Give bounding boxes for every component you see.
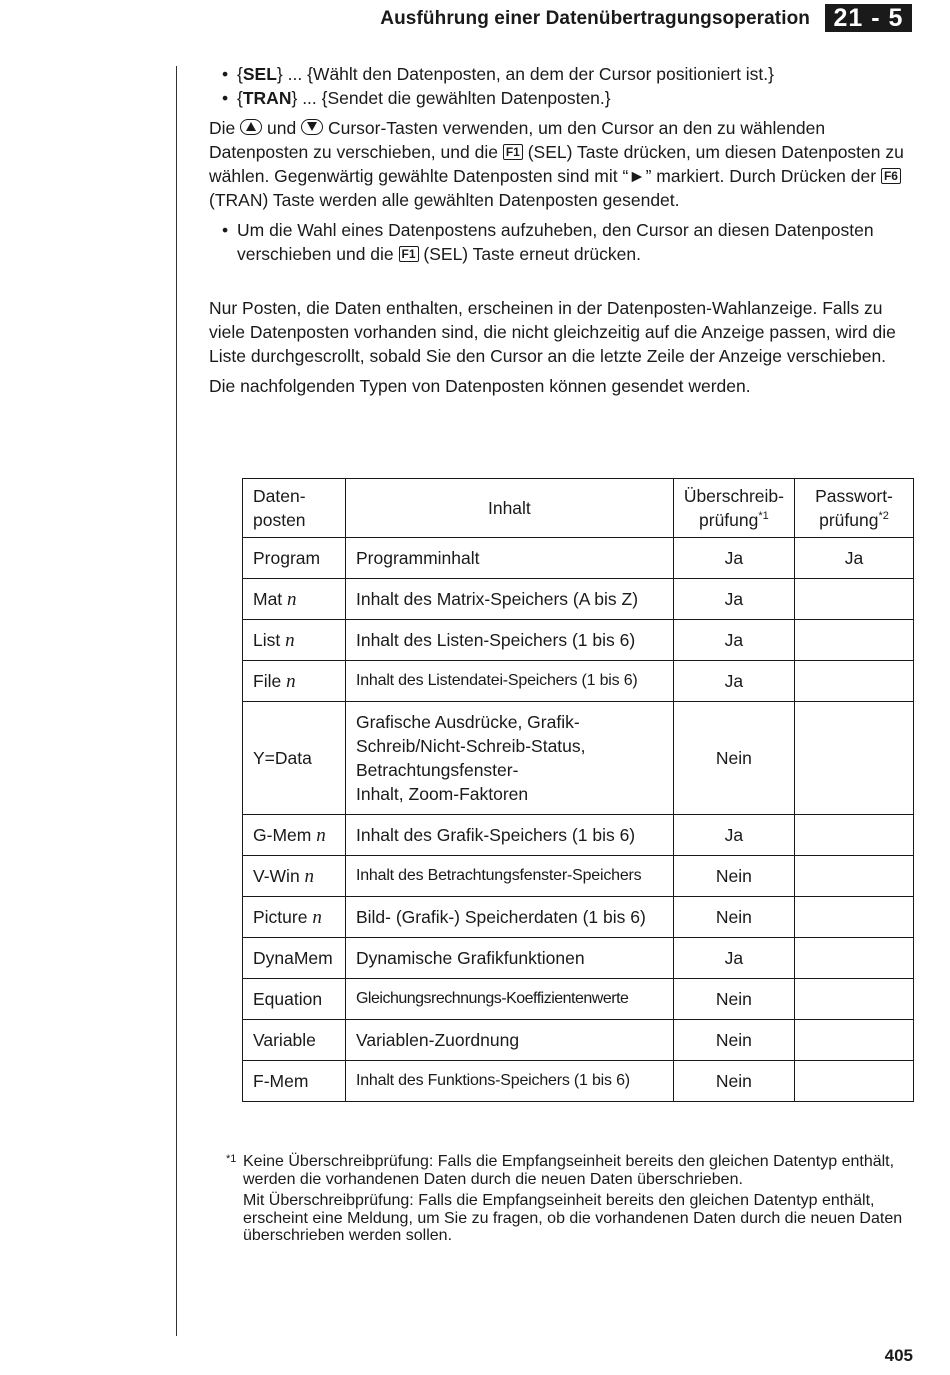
sel-description: ... {Wählt den Datenposten, an dem der Cursor positioniert ist.} <box>282 64 774 84</box>
table-row <box>243 1020 914 1061</box>
overwrite-cell: Ja <box>673 661 794 702</box>
password-cell <box>795 897 914 938</box>
header-content: Inhalt <box>345 479 673 538</box>
overwrite-cell: Nein <box>673 856 794 897</box>
footnote-text: Keine Überschreibprüfung: Falls die Empfangseinheit bereits den gleichen Datentyp enthält, werden die vorhandenen Daten durch die neuen Daten überschrieben. <box>243 1153 895 1188</box>
page-header-title: Ausführung einer Datenübertragungsoperation <box>380 8 810 29</box>
footnote-1 <box>226 1153 916 1245</box>
content-cell: Inhalt des Betrachtungsfenster-Speichers <box>345 856 673 897</box>
content-cell: Inhalt des Funktions-Speichers (1 bis 6) <box>345 1061 673 1102</box>
item-cell: File n <box>243 661 346 702</box>
content-cell: Gleichungsrechnungs-Koeffizientenwerte <box>345 979 673 1020</box>
overwrite-cell: Ja <box>673 815 794 856</box>
table-row <box>243 702 914 815</box>
tran-description: ... {Sendet die gewählten Datenposten.} <box>297 88 611 108</box>
page-number: 405 <box>884 1346 913 1365</box>
header-overwrite-check: Überschreib- prüfung$^{*1}$ <box>673 479 794 538</box>
content-cell: Programminhalt <box>345 538 673 579</box>
item-cell: G-Mem n <box>243 815 346 856</box>
content-cell: Variablen-Zuordnung <box>345 1020 673 1061</box>
password-cell <box>795 979 914 1020</box>
tran-key-label: TRAN <box>242 88 292 108</box>
content-cell: Dynamische Grafikfunktionen <box>345 938 673 979</box>
item-cell: V-Win n <box>243 856 346 897</box>
table-row <box>243 856 914 897</box>
footnotes <box>226 1153 916 1245</box>
text-segment: (SEL) Taste erneut drücken. <box>423 244 641 264</box>
content-cell: Grafische Ausdrücke, Grafik- Schreib/Nicht-Schreib-Status, Betrachtungsfenster- Inhalt, Zoom-Faktoren <box>345 702 673 815</box>
table-header-row <box>243 479 914 538</box>
scroll-info-paragraph: Nur Posten, die Daten enthalten, erscheinen in der Datenposten-Wahlanzeige. Falls zu viele Datenposten vorhanden sind, die nicht gleichzeitig auf die Anzeige passen, wird die Liste durchgescrollt, sobald Sie den Cursor an die letzte Zeile der Anzeige verschieben. <box>209 298 896 366</box>
f6-key-icon: F6 <box>881 168 901 184</box>
item-cell: Mat n <box>243 579 346 620</box>
overwrite-cell: Ja <box>673 620 794 661</box>
margin-rule <box>176 66 177 1336</box>
table-row <box>243 661 914 702</box>
instructions-paragraph <box>209 116 919 212</box>
header-item: Daten- posten <box>243 479 346 538</box>
password-cell <box>795 815 914 856</box>
header-password-check: Passwort- prüfung$^{*2}$ <box>795 479 914 538</box>
table-row <box>243 897 914 938</box>
overwrite-cell: Ja <box>673 538 794 579</box>
bullet-sel: • {SEL} ... {Wählt den Datenposten, an dem der Cursor positioniert ist.} <box>209 62 919 86</box>
text-segment: (TRAN) Taste werden alle gewählten Datenposten gesendet. <box>209 190 680 210</box>
password-cell <box>795 661 914 702</box>
text-segment: Cursor-Tasten verwenden, um den Cursor an den zu wählenden Datenposten zu verschieben, und die <box>209 118 826 162</box>
sel-key-label: SEL <box>242 64 277 84</box>
content-cell: Inhalt des Grafik-Speichers (1 bis 6) <box>345 815 673 856</box>
content-cell: Inhalt des Matrix-Speichers (A bis Z) <box>345 579 673 620</box>
bullet-unselect <box>209 218 919 266</box>
text-segment: (SEL) Taste drücken, um diesen Datenposten zu wählen. Gegenwärtig gewählte Datenposten sind mit “►” markiert. Durch Drücken der <box>209 142 904 186</box>
overwrite-cell: Nein <box>673 1061 794 1102</box>
overwrite-cell: Nein <box>673 702 794 815</box>
item-cell: List n <box>243 620 346 661</box>
password-cell <box>795 938 914 979</box>
data-items-table <box>242 478 914 1102</box>
text-segment: Die <box>209 118 236 138</box>
overwrite-cell: Nein <box>673 1020 794 1061</box>
table-row <box>243 538 914 579</box>
table-row <box>243 979 914 1020</box>
overwrite-cell: Nein <box>673 979 794 1020</box>
chapter-badge: 21 - 5 <box>825 4 912 32</box>
table-row <box>243 1061 914 1102</box>
item-cell: Y=Data <box>243 702 346 815</box>
content-cell: Inhalt des Listendatei-Speichers (1 bis 6) <box>345 661 673 702</box>
table-row <box>243 815 914 856</box>
password-cell <box>795 579 914 620</box>
table-row <box>243 938 914 979</box>
table-intro-paragraph: Die nachfolgenden Typen von Datenposten können gesendet werden. <box>209 376 751 396</box>
content-cell: Bild- (Grafik-) Speicherdaten (1 bis 6) <box>345 897 673 938</box>
password-cell <box>795 1061 914 1102</box>
text-segment: Um die Wahl eines Datenpostens aufzuheben, den Cursor an diesen Datenposten verschieben und die <box>237 220 874 264</box>
item-cell: Picture n <box>243 897 346 938</box>
cursor-down-key-icon <box>301 119 323 135</box>
password-cell: Ja <box>795 538 914 579</box>
bullet-tran: • {TRAN} ... {Sendet die gewählten Datenposten.} <box>209 86 919 110</box>
item-cell: Equation <box>243 979 346 1020</box>
overwrite-cell: Nein <box>673 897 794 938</box>
password-cell <box>795 620 914 661</box>
content-cell: Inhalt des Listen-Speichers (1 bis 6) <box>345 620 673 661</box>
overwrite-cell: Ja <box>673 938 794 979</box>
text-segment: und <box>267 118 297 138</box>
item-cell: DynaMem <box>243 938 346 979</box>
password-cell <box>795 1020 914 1061</box>
cursor-up-key-icon <box>240 119 262 135</box>
item-cell: Variable <box>243 1020 346 1061</box>
body-text <box>209 62 919 398</box>
f1-key-icon: F1 <box>399 246 419 262</box>
table-row <box>243 579 914 620</box>
password-cell <box>795 702 914 815</box>
item-cell: F-Mem <box>243 1061 346 1102</box>
item-cell: Program <box>243 538 346 579</box>
footnote-text: Mit Überschreibprüfung: Falls die Empfangseinheit bereits den gleichen Datentyp enthält, erscheint eine Meldung, um Sie zu fragen, ob die vorhandenen Daten durch die neuen Daten überschrieben werden sollen. <box>243 1192 903 1244</box>
f1-key-icon: F1 <box>503 144 523 160</box>
footnote-marker: *1 <box>226 1153 237 1165</box>
password-cell <box>795 856 914 897</box>
table-row <box>243 620 914 661</box>
overwrite-cell: Ja <box>673 579 794 620</box>
